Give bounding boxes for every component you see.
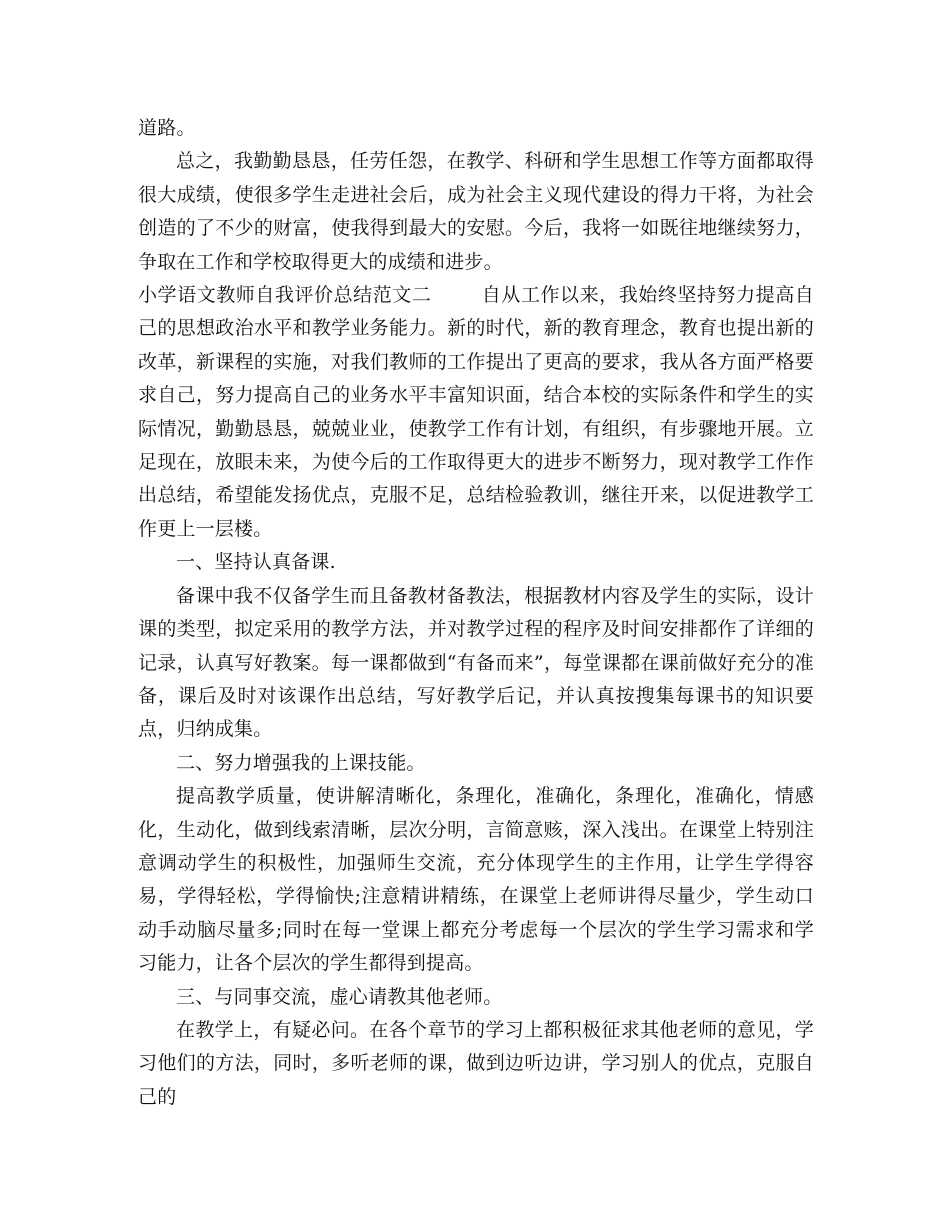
section-intro-text: 自从工作以来，我始终坚持努力提高自己的思想政治水平和教学业务能力。新的时代，新的教育理念，教育也提出新的改革，新课程的实施，对我们教师的工作提出了更高的要求，我从各方面严格要求自己，努力提高自己的业务水平丰富知识面，结合本校的实际条件和学生的实际情况，勤勤恳恳，兢兢业业，使教学工作有计划，有组织，有步骤地开展。立足现在，放眼未来，为使今后的工作取得更大的进步不断努力，现对教学工作作出总结，希望能发扬优点，克服不足，总结检验教训，继往开来，以促进教学工作更上一层楼。 <box>138 284 814 540</box>
paragraph-summary: 总之，我勤勤恳恳，任劳任怨，在教学、科研和学生思想工作等方面都取得很大成绩，使很多学生走进社会后，成为社会主义现代建设的得力干将，为社会创造的了不少的财富，使我得到最大的安慰。今后，我将一如既往地继续努力，争取在工作和学校取得更大的成绩和进步。 <box>138 150 814 273</box>
heading-lesson-prep: 一、坚持认真备课. <box>176 551 336 574</box>
document-body <box>138 112 814 1114</box>
heading-colleague-exchange: 三、与同事交流，虚心请教其他老师。 <box>176 985 503 1008</box>
heading-teaching-skills: 二、努力增强我的上课技能。 <box>176 751 426 774</box>
section-title: 小学语文教师自我评价总结范文二 <box>138 284 432 307</box>
paragraph-road: 道路。 <box>138 117 196 139</box>
paragraph-colleague-exchange: 在教学上，有疑必问。在各个章节的学习上都积极征求其他老师的意见，学习他们的方法，同时，多听老师的课，做到边听边讲，学习别人的优点，克服自己的 <box>138 1018 814 1108</box>
paragraph-teaching-skills: 提高教学质量，使讲解清晰化，条理化，准确化，条理化，准确化，情感化，生动化，做到线索清晰，层次分明，言简意赅，深入浅出。在课堂上特别注意调动学生的积极性，加强师生交流，充分体现学生的主作用，让学生学得容易，学得轻松，学得愉快;注意精讲精练，在课堂上老师讲得尽量少，学生动口动手动脑尽量多;同时在每一堂课上都充分考虑每一个层次的学生学习需求和学习能力，让各个层次的学生都得到提高。 <box>138 785 814 975</box>
paragraph-section-two <box>138 279 814 546</box>
paragraph-lesson-prep: 备课中我不仅备学生而且备教材备教法，根据教材内容及学生的实际，设计课的类型，拟定采用的教学方法，并对教学过程的程序及时间安排都作了详细的记录，认真写好教案。每一课都做到“有备而来”，每堂课都在课前做好充分的准备，课后及时对该课作出总结，写好教学后记，并认真按搜集每课书的知识要点，归纳成集。 <box>138 584 814 741</box>
